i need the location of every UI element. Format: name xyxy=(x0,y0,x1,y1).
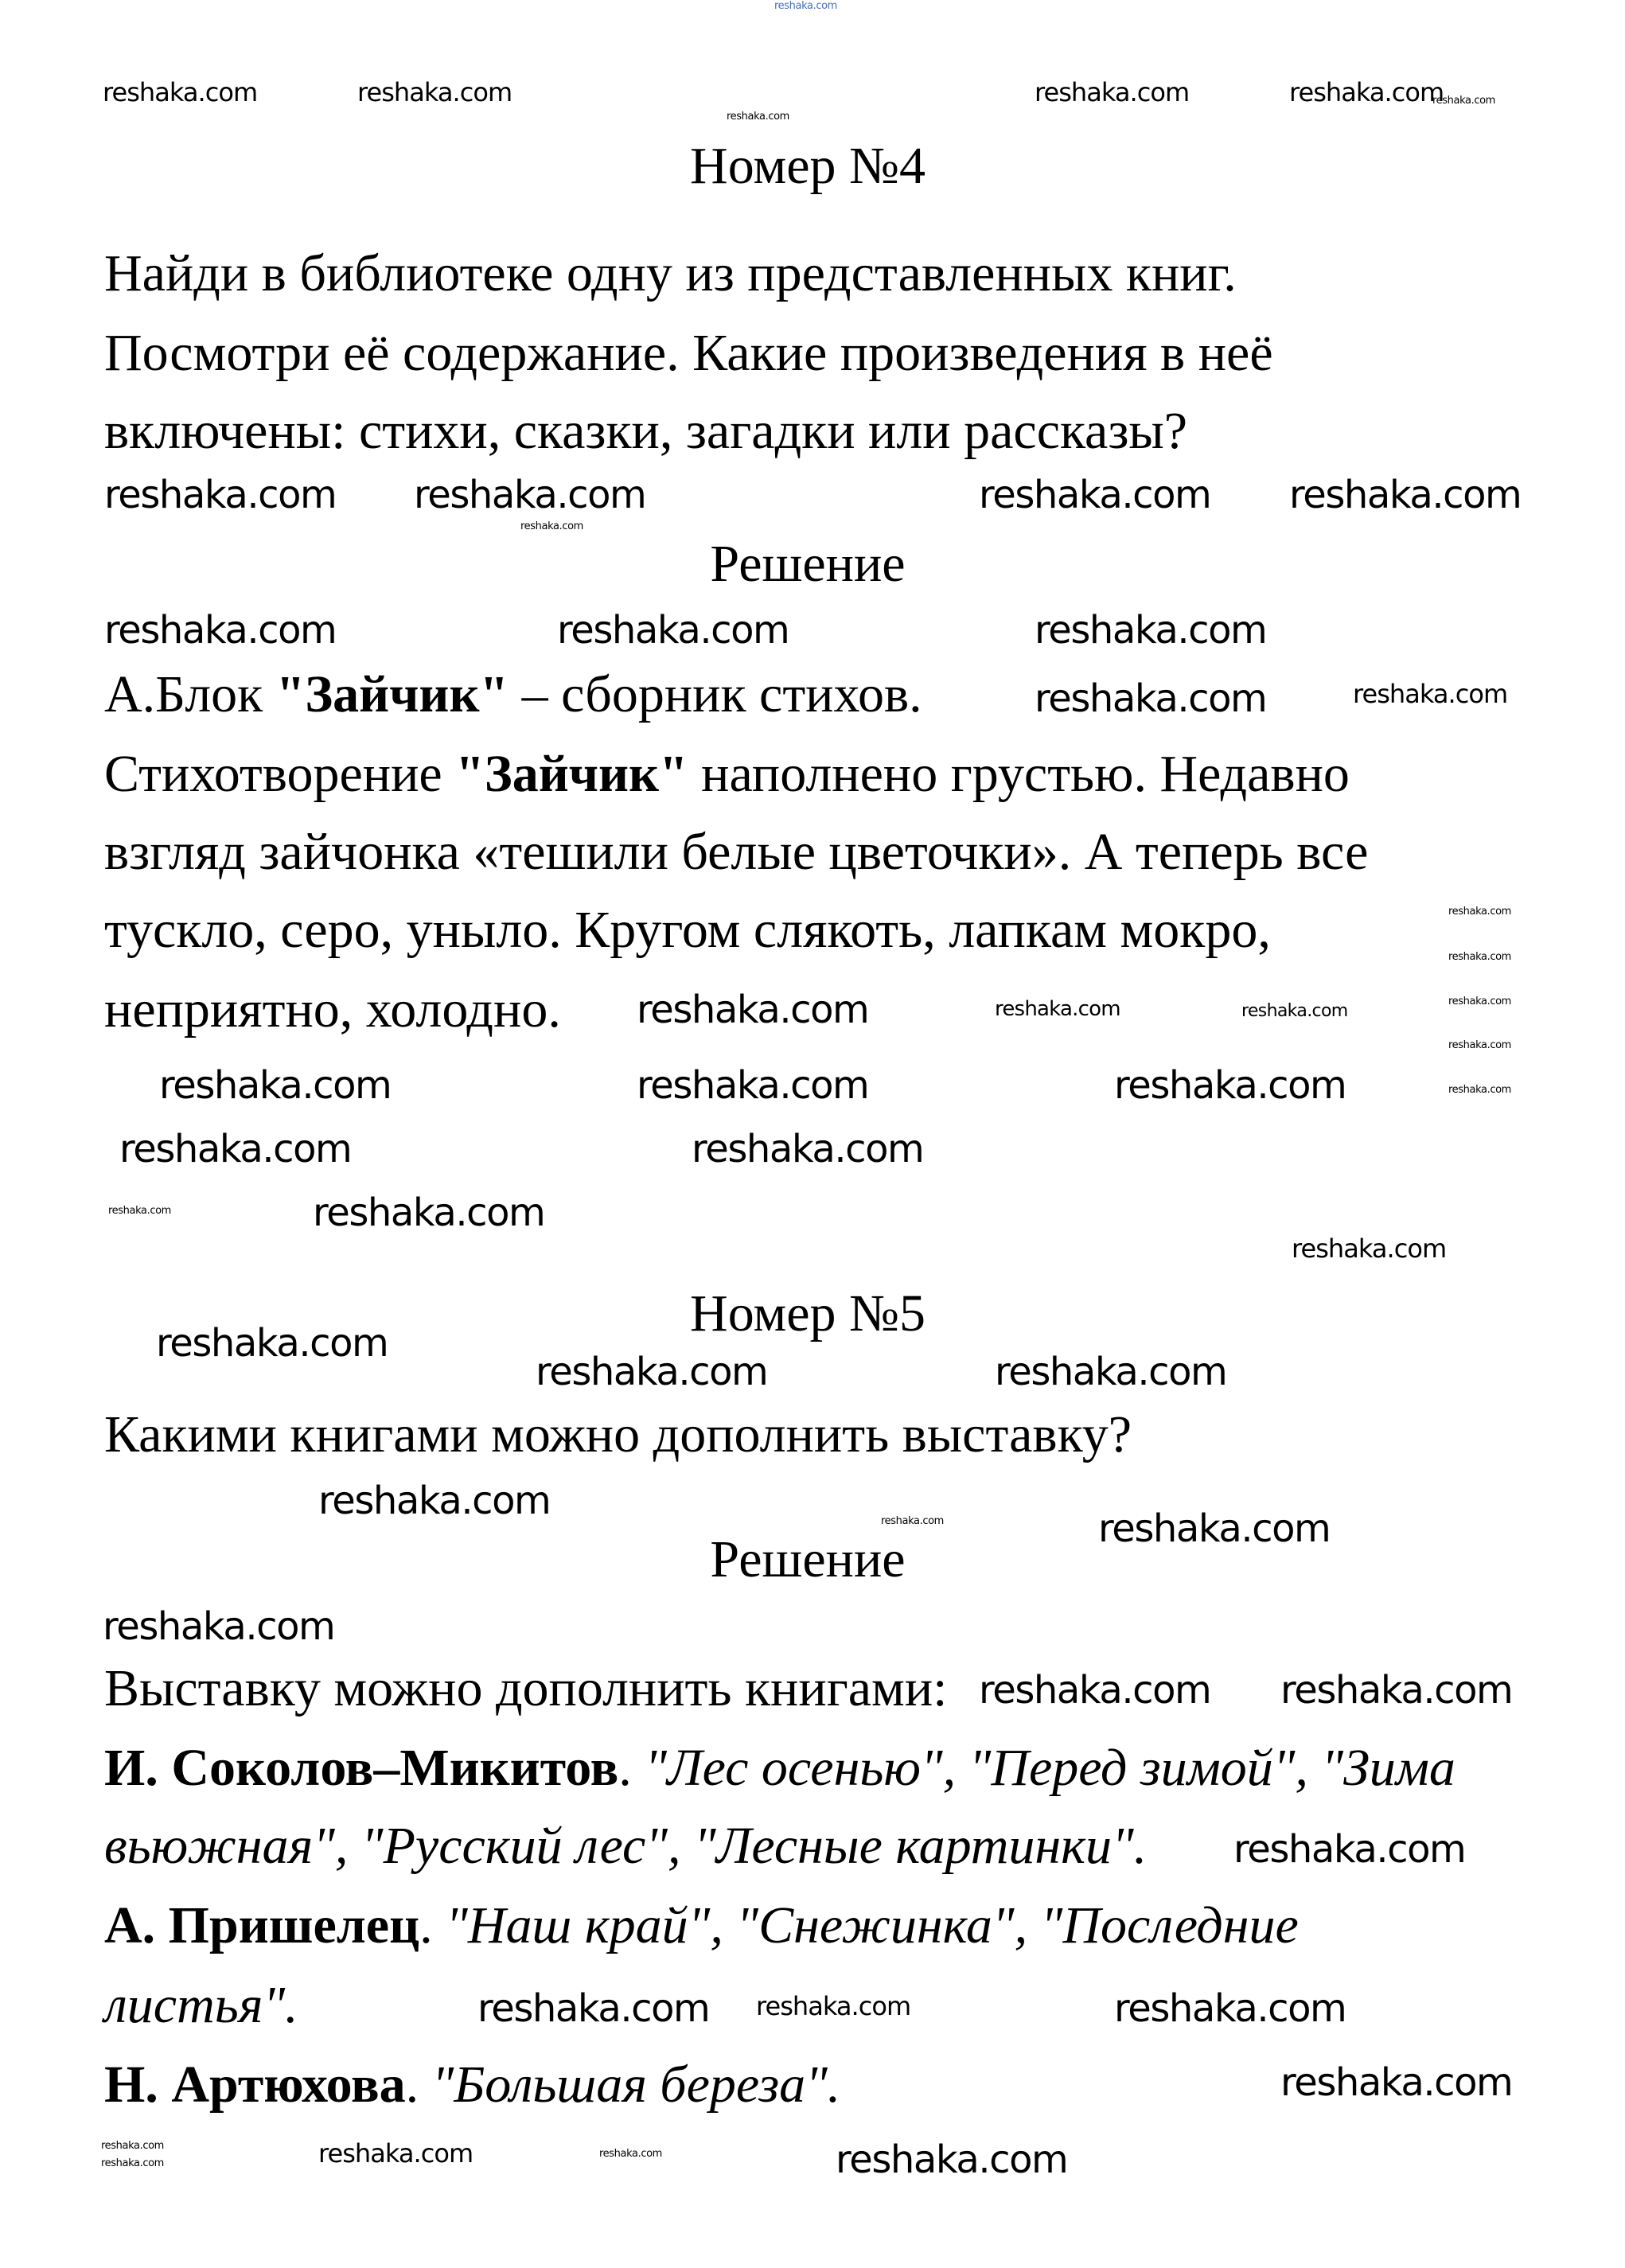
watermark-text: reshaka.com xyxy=(1233,1827,1466,1872)
question-line: включены: стихи, сказки, загадки или рассказы? xyxy=(104,402,1188,460)
watermark-text: reshaka.com xyxy=(104,473,337,517)
watermark-text: reshaka.com xyxy=(159,1063,392,1108)
watermark-text: reshaka.com xyxy=(1035,77,1190,107)
answer-intro: Выставку можно дополнить книгами: xyxy=(104,1659,948,1717)
watermark-text: reshaka.com xyxy=(1448,1084,1511,1096)
watermark-text: reshaka.com xyxy=(1448,1039,1511,1051)
watermark-text: reshaka.com xyxy=(1292,1233,1447,1264)
watermark-text: reshaka.com xyxy=(477,1986,710,2031)
watermark-text: reshaka.com xyxy=(414,473,646,517)
watermark-text: reshaka.com xyxy=(520,520,583,532)
watermark-text: reshaka.com xyxy=(101,2140,164,2152)
solution-heading: Решение xyxy=(710,1530,906,1588)
watermark-text: reshaka.com xyxy=(979,1668,1211,1713)
watermark-text: reshaka.com xyxy=(1448,996,1511,1007)
watermark-text: reshaka.com xyxy=(1114,1986,1346,2031)
watermark-text: reshaka.com xyxy=(101,2157,164,2169)
watermark-text: reshaka.com xyxy=(1035,608,1267,653)
watermark-text: reshaka.com xyxy=(104,608,337,653)
watermark-text: reshaka.com xyxy=(119,1127,352,1171)
watermark-text: reshaka.com xyxy=(1114,1063,1346,1108)
watermark-text: reshaka.com xyxy=(318,1479,551,1523)
watermark-text: reshaka.com xyxy=(1448,906,1511,918)
watermark-text: reshaka.com xyxy=(1448,951,1511,963)
book-list: листья". xyxy=(104,1976,298,2034)
watermark-text: reshaka.com xyxy=(692,1127,924,1171)
watermark-text: reshaka.com xyxy=(637,1063,869,1108)
watermark-text: reshaka.com xyxy=(836,2137,1068,2182)
book-list: "Наш край", "Снежинка", "Последние xyxy=(446,1896,1299,1954)
answer-line xyxy=(104,665,922,723)
watermark-text: reshaka.com xyxy=(1289,77,1444,107)
watermark-text: reshaka.com xyxy=(1432,95,1495,107)
watermark-text: reshaka.com xyxy=(995,1350,1227,1394)
book-title: "Зайчик" xyxy=(275,665,509,723)
author-line xyxy=(104,1817,1148,1875)
author-name: А. Пришелец xyxy=(104,1896,420,1954)
watermark-text: reshaka.com xyxy=(756,1991,911,2021)
author-line xyxy=(104,1976,298,2034)
watermark-text: reshaka.com xyxy=(536,1350,768,1394)
watermark-text: reshaka.com xyxy=(357,77,512,107)
watermark-text: reshaka.com xyxy=(599,2148,662,2160)
section-title: Номер №5 xyxy=(690,1284,926,1342)
watermark-text: reshaka.com xyxy=(318,2138,473,2169)
author-line xyxy=(104,1896,1299,1954)
text: . xyxy=(405,2056,419,2114)
watermark-text: reshaka.com xyxy=(881,1515,944,1527)
watermark-text: reshaka.com xyxy=(1241,1001,1348,1021)
watermark-text: reshaka.com xyxy=(156,1321,388,1366)
text: наполнено грустью. Недавно xyxy=(688,745,1350,803)
book-list: "Лес осенью", "Перед зимой", "Зима xyxy=(645,1739,1455,1797)
author-name: Н. Артюхова xyxy=(104,2056,406,2114)
watermark-text: reshaka.com xyxy=(103,77,258,107)
watermark-text: reshaka.com xyxy=(103,1604,335,1649)
text: А.Блок xyxy=(104,665,276,723)
answer-line: взгляд зайчонка «тешили белые цветочки». А теперь все xyxy=(104,823,1369,881)
answer-line: неприятно, холодно. xyxy=(104,980,561,1039)
text: . xyxy=(618,1739,632,1797)
watermark-text: reshaka.com xyxy=(557,608,789,653)
watermark-text: reshaka.com xyxy=(1098,1506,1331,1551)
question-line: Посмотри её содержание. Какие произведения в неё xyxy=(104,324,1273,382)
watermark-text: reshaka.com xyxy=(979,473,1211,517)
text: – сборник стихов. xyxy=(509,665,922,723)
answer-line: тускло, серо, уныло. Кругом слякоть, лапкам мокро, xyxy=(104,901,1271,959)
book-title: "Зайчик" xyxy=(455,745,688,803)
watermark-text: reshaka.com xyxy=(1353,679,1508,709)
question-line: Какими книгами можно дополнить выставку? xyxy=(104,1405,1132,1463)
watermark-text: reshaka.com xyxy=(637,988,869,1032)
question-line: Найди в библиотеке одну из представленных книг. xyxy=(104,244,1237,302)
text: . xyxy=(419,1896,433,1954)
answer-line xyxy=(104,745,1350,803)
book-list: "Большая береза". xyxy=(431,2056,841,2114)
book-list: вьюжная", "Русский лес", "Лесные картинки". xyxy=(104,1817,1148,1875)
watermark-text: reshaka.com xyxy=(313,1191,545,1235)
text: Стихотворение xyxy=(104,745,456,803)
watermark-text: reshaka.com xyxy=(995,997,1120,1021)
watermark-text: reshaka.com xyxy=(727,111,789,123)
page-title: Номер №4 xyxy=(690,137,926,195)
solution-heading: Решение xyxy=(710,535,906,593)
watermark-text: reshaka.com xyxy=(1280,2060,1513,2105)
watermark-text: reshaka.com xyxy=(108,1205,171,1217)
author-line xyxy=(104,1739,1455,1797)
watermark-text: reshaka.com xyxy=(774,0,837,12)
author-name: И. Соколов–Микитов xyxy=(104,1739,619,1797)
watermark-text: reshaka.com xyxy=(1289,473,1522,517)
author-line xyxy=(104,2056,841,2114)
watermark-text: reshaka.com xyxy=(1035,676,1267,721)
watermark-text: reshaka.com xyxy=(1280,1668,1513,1713)
